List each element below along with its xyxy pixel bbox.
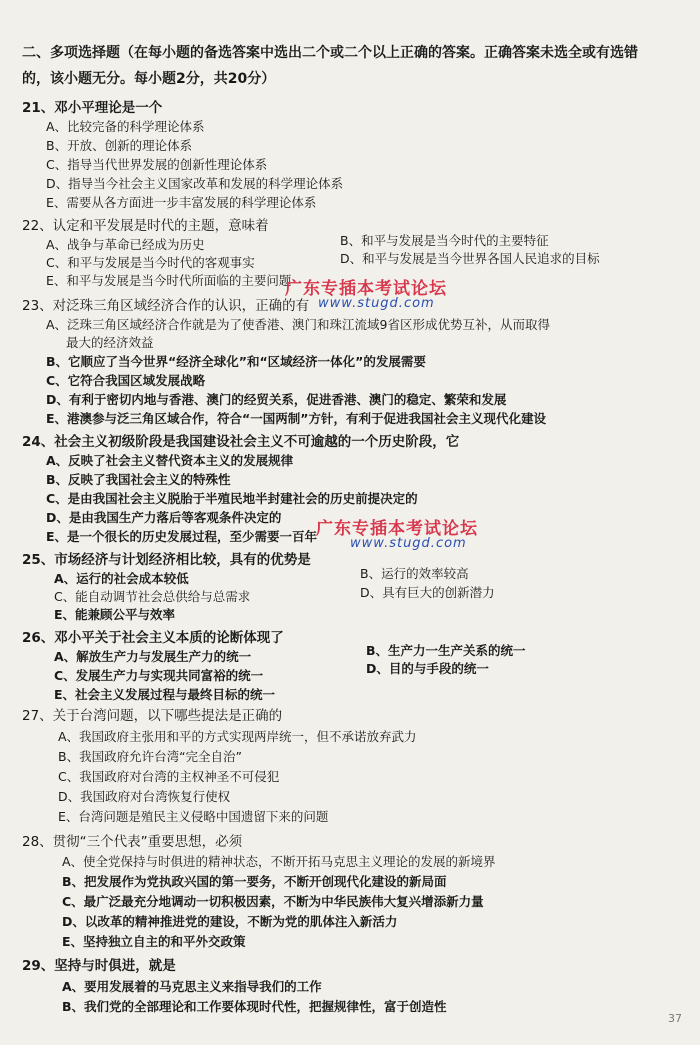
q29-option-b: B、我们党的全部理论和工作要体现时代性，把握规律性，富于创造性 [62,999,447,1014]
page-number: 37 [668,1012,682,1025]
question-28-stem: 28、贯彻“三个代表”重要思想，必须 [22,834,243,850]
question-25-stem: 25、市场经济与计划经济相比较，具有的优势是 [22,552,311,568]
q21-option-a: A、比较完备的科学理论体系 [46,119,205,134]
q22-option-e: E、和平与发展是当今时代所面临的主要问题 [46,273,292,288]
watermark-url-2: www.stugd.com [350,536,467,551]
q28-option-b: B、把发展作为党执政兴国的第一要务，不断开创现代化建设的新局面 [62,874,447,889]
q25-option-c: C、能自动调节社会总供给与总需求 [54,589,251,604]
q23-option-b: B、它顺应了当今世界“经济全球化”和“区域经济一体化”的发展需要 [46,354,426,369]
question-22-stem: 22、认定和平发展是时代的主题，意味着 [22,218,269,234]
q23-option-e: E、港澳参与泛三角区域合作，符合“一国两制”方针，有利于促进我国社会主义现代化建设 [46,411,546,426]
q25-option-e: E、能兼顾公平与效率 [54,607,176,622]
q21-option-d: D、指导当今社会主义国家改革和发展的科学理论体系 [46,176,344,191]
q22-option-a: A、战争与革命已经成为历史 [46,237,205,252]
q28-option-a: A、使全党保持与时俱进的精神状态，不断开拓马克思主义理论的发展的新境界 [62,854,496,869]
q24-option-e: E、是一个很长的历史发展过程，至少需要一百年 [46,529,318,544]
watermark-text-1: 广东专插本考试论坛 [285,279,447,299]
q22-option-c: C、和平与发展是当今时代的客观事实 [46,255,255,270]
q23-option-a-line1: A、泛珠三角区域经济合作就是为了使香港、澳门和珠江流域9省区形成优势互补，从而取得 [46,317,551,332]
q25-option-a: A、运行的社会成本较低 [54,571,189,586]
q22-option-d: D、和平与发展是当今世界各国人民追求的目标 [340,251,600,266]
q26-option-d: D、目的与手段的统一 [366,661,489,676]
q24-option-c: C、是由我国社会主义脱胎于半殖民地半封建社会的历史前提决定的 [46,491,418,506]
section-heading: 二、多项选择题（在每小题的备选答案中选出二个或二个以上正确的答案。正确答案未选全或有选错的，该小题无分。每小题2分，共20分） [22,45,638,87]
q25-option-b: B、运行的效率较高 [360,566,469,581]
q27-option-a: A、我国政府主张用和平的方式实现两岸统一，但不承诺放弃武力 [58,729,417,744]
q26-option-b: B、生产力一生产关系的统一 [366,643,526,658]
question-29-stem: 29、坚持与时俱进，就是 [22,958,176,974]
q25-option-d: D、具有巨大的创新潜力 [360,585,495,600]
q22-option-b: B、和平与发展是当今时代的主要特征 [340,233,549,248]
q21-option-b: B、开放、创新的理论体系 [46,138,193,153]
q28-option-d: D、以改革的精神推进党的建设，不断为党的肌体注入新活力 [62,914,398,929]
watermark-url-1: www.stugd.com [318,296,435,311]
q23-option-c: C、它符合我国区域发展战略 [46,373,206,388]
q29-option-a: A、要用发展着的马克思主义来指导我们的工作 [62,979,322,994]
watermark-text-2: 广东专插本考试论坛 [316,519,478,539]
q24-option-a: A、反映了社会主义替代资本主义的发展规律 [46,453,294,468]
q26-option-c: C、发展生产力与实现共同富裕的统一 [54,668,264,683]
question-26-stem: 26、邓小平关于社会主义本质的论断体现了 [22,630,284,646]
q24-option-d: D、是由我国生产力落后等客观条件决定的 [46,510,282,525]
page-edge-bleed [668,60,700,280]
q21-option-e: E、需要从各方面进一步丰富发展的科学理论体系 [46,195,317,210]
question-23-stem: 23、对泛珠三角区域经济合作的认识，正确的有 [22,298,310,314]
question-24-stem: 24、社会主义初级阶段是我国建设社会主义不可逾越的一个历史阶段，它 [22,434,460,450]
q27-option-b: B、我国政府允许台湾“完全自治” [58,749,243,764]
q27-option-d: D、我国政府对台湾恢复行使权 [58,789,231,804]
q24-option-b: B、反映了我国社会主义的特殊性 [46,472,231,487]
q27-option-e: E、台湾问题是殖民主义侵略中国遗留下来的问题 [58,809,329,824]
q28-option-e: E、坚持独立自主的和平外交政策 [62,934,246,949]
q23-option-d: D、有利于密切内地与香港、澳门的经贸关系，促进香港、澳门的稳定、繁荣和发展 [46,392,507,407]
q23-option-a-line2: 最大的经济效益 [66,335,154,350]
q26-option-e: E、社会主义发展过程与最终目标的统一 [54,687,276,702]
question-21-stem: 21、邓小平理论是一个 [22,100,163,116]
q26-option-a: A、解放生产力与发展生产力的统一 [54,649,252,664]
q21-option-c: C、指导当代世界发展的创新性理论体系 [46,157,268,172]
q28-option-c: C、最广泛最充分地调动一切积极因素，不断为中华民族伟大复兴增添新力量 [62,894,484,909]
q27-option-c: C、我国政府对台湾的主权神圣不可侵犯 [58,769,280,784]
question-27-stem: 27、关于台湾问题，以下哪些提法是正确的 [22,708,283,724]
